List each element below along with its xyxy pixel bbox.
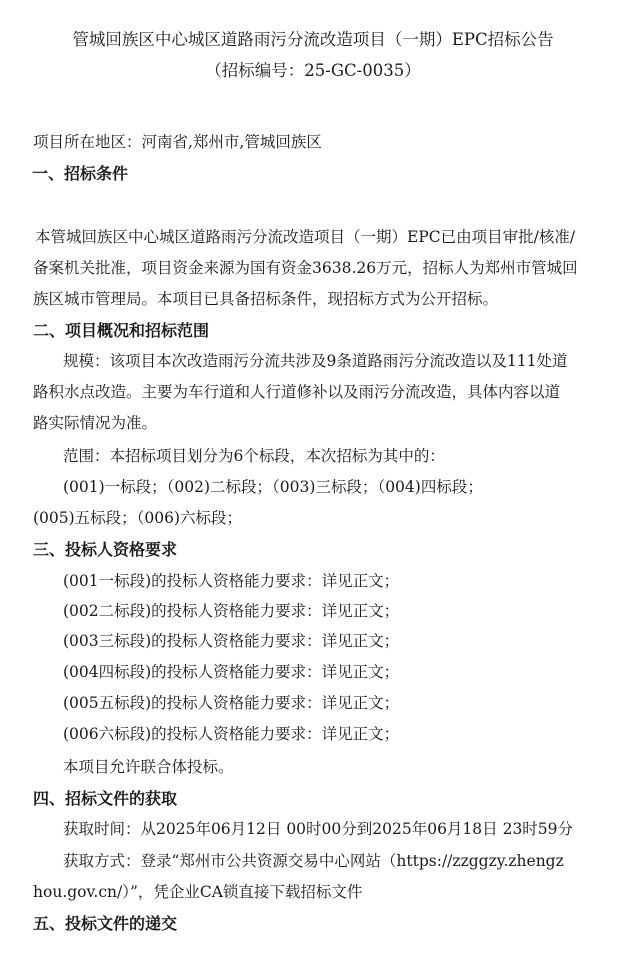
scale-line: 路实际情况为准。	[33, 414, 158, 432]
acquisition-time: 获取时间：从2025年06月12日 00时00分到2025年06月18日 23时59分	[63, 820, 574, 838]
acquisition-method-line: 获取方式：登录“郑州市公共资源交易中心网站（https://zzggzy.zhengz	[63, 852, 564, 870]
qualification-item: (003三标段)的投标人资格能力要求：详见正文；	[63, 632, 400, 650]
section-1-paragraph-line: 本管城回族区中心城区道路雨污分流改造项目（一期）EPC已由项目审批/核准/	[35, 228, 576, 246]
section-1-paragraph-line: 族区城市管理局。本项目已具备招标条件，现招标方式为公开招标。	[33, 290, 499, 308]
qualification-item: (001一标段)的投标人资格能力要求：详见正文；	[63, 572, 400, 590]
acquisition-method-line: hou.gov.cn/）”，凭企业CA锁直接下载招标文件	[33, 883, 363, 901]
scale-line: 路积水点改造。主要为车行道和人行道修补以及雨污分流改造，具体内容以道	[33, 383, 561, 401]
qualification-item: (005五标段)的投标人资格能力要求：详见正文；	[63, 694, 400, 712]
qualification-item: (004四标段)的投标人资格能力要求：详见正文；	[63, 663, 400, 681]
section-2-heading: 二、项目概况和招标范围	[33, 321, 210, 340]
scope-lots-line: (001)一标段；（002)二标段；（003)三标段；（004)四标段；	[63, 478, 483, 496]
project-location: 项目所在地区：河南省,郑州市,管城回族区	[33, 133, 322, 151]
section-4-heading: 四、招标文件的获取	[33, 789, 178, 808]
section-3-heading: 三、投标人资格要求	[33, 540, 178, 559]
scope-lots-line: (005)五标段；（006)六标段；	[33, 509, 243, 527]
qualification-item: (002二标段)的投标人资格能力要求：详见正文；	[63, 602, 400, 620]
notice-title: 管城回族区中心城区道路雨污分流改造项目（一期）EPC招标公告	[72, 30, 554, 49]
scope-line: 范围：本招标项目划分为6个标段，本次招标为其中的：	[63, 447, 445, 465]
tender-number: （招标编号：25-GC-0035）	[205, 61, 421, 80]
section-1-heading: 一、招标条件	[32, 164, 129, 183]
section-5-heading: 五、投标文件的递交	[33, 914, 178, 933]
section-1-paragraph-line: 备案机关批准，项目资金来源为国有资金3638.26万元，招标人为郑州市管城回	[33, 259, 578, 277]
scale-line: 规模：该项目本次改造雨污分流共涉及9条道路雨污分流改造以及111处道	[63, 352, 568, 370]
qualification-item: (006六标段)的投标人资格能力要求：详见正文；	[63, 725, 400, 743]
consortium-note: 本项目允许联合体投标。	[63, 758, 234, 776]
